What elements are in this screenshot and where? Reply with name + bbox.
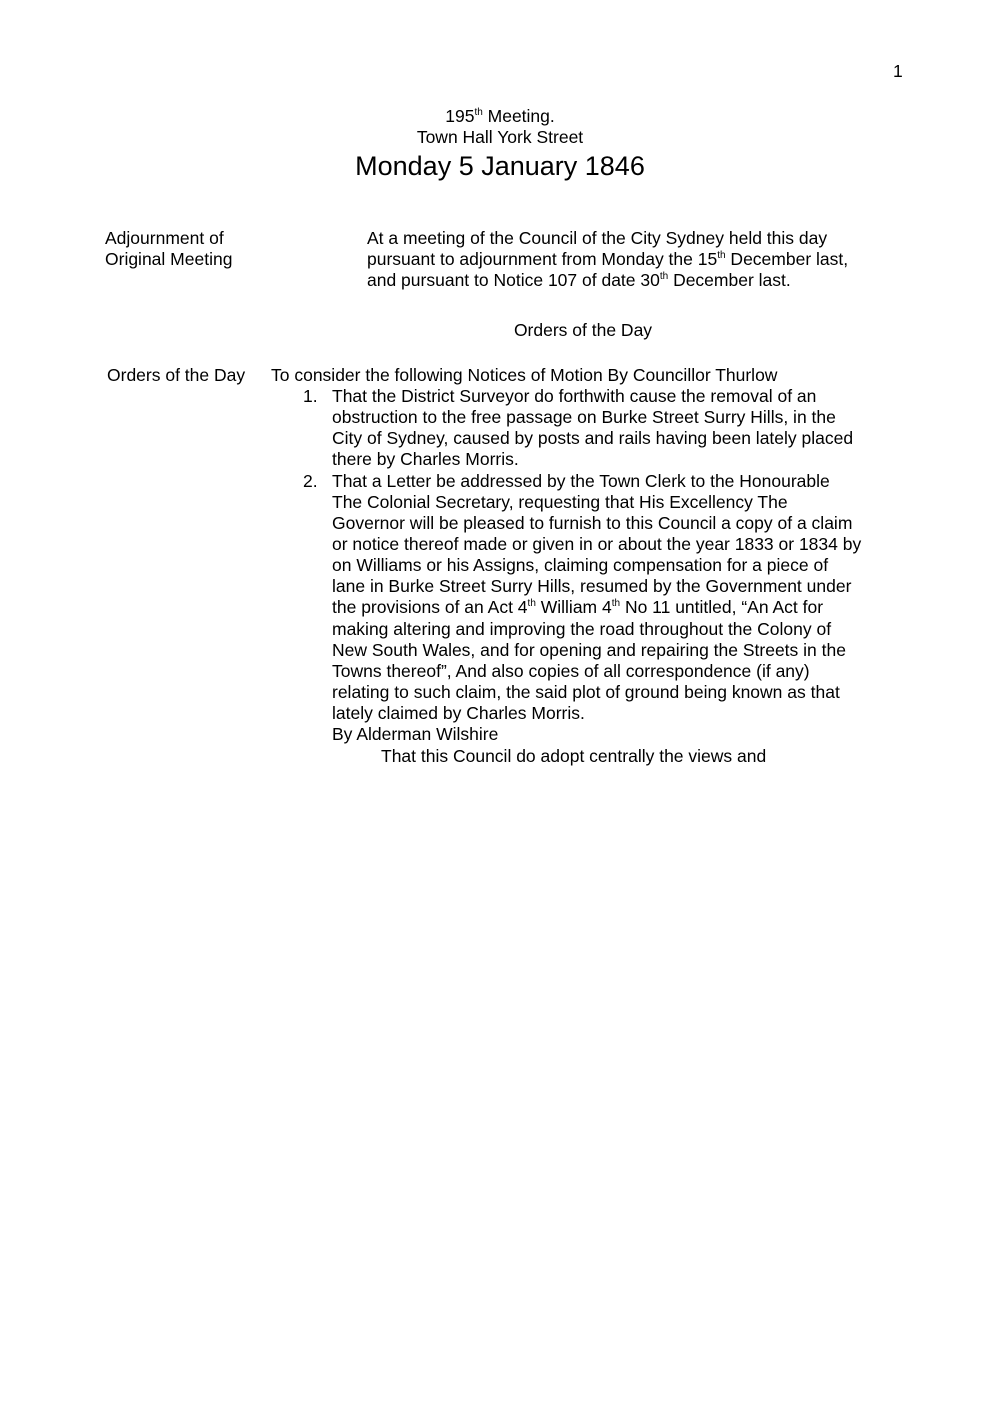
meeting-date: Monday 5 January 1846: [355, 151, 645, 181]
item-line: That the District Surveyor do forthwith cause the removal of an: [332, 386, 817, 406]
item-line: or notice thereof made or given in or about the year 1833 or 1834 by: [332, 534, 862, 554]
item-line: Towns thereof”, And also copies of all correspondence (if any): [332, 661, 810, 681]
adjournment-line: pursuant to adjournment from Monday the 15th December last,: [367, 249, 849, 269]
item-line: the provisions of an Act 4th William 4th No 11 untitled, “An Act for: [332, 597, 824, 617]
item-line: relating to such claim, the said plot of ground being known as that: [332, 682, 840, 702]
meeting-venue: Town Hall York Street: [416, 127, 584, 147]
item-line: on Williams or his Assigns, claiming compensation for a piece of: [332, 555, 829, 575]
page-number: 1: [893, 61, 903, 81]
margin-note-adjournment: Adjournment of: [105, 228, 224, 248]
item-line: obstruction to the free passage on Burke Street Surry Hills, in the: [332, 407, 836, 427]
mover-line: By Alderman Wilshire: [332, 724, 499, 744]
item-line: The Colonial Secretary, requesting that His Excellency The: [332, 492, 788, 512]
orders-intro: To consider the following Notices of Motion By Councillor Thurlow: [271, 365, 778, 385]
margin-note-original-meeting: Original Meeting: [105, 249, 233, 269]
item-line: lane in Burke Street Surry Hills, resumed by the Government under: [332, 576, 852, 596]
item-line: New South Wales, and for opening and repairing the Streets in the: [332, 640, 846, 660]
item-line: there by Charles Morris.: [332, 449, 519, 469]
meeting-number: 195th Meeting.: [445, 106, 555, 126]
orders-of-the-day-heading: Orders of the Day: [513, 320, 653, 340]
resolution-line: That this Council do adopt centrally the views and: [381, 746, 767, 766]
item-number: 1.: [303, 386, 318, 406]
adjournment-line: and pursuant to Notice 107 of date 30th December last.: [367, 270, 791, 290]
item-line: That a Letter be addressed by the Town Clerk to the Honourable: [332, 471, 830, 491]
item-number: 2.: [303, 471, 318, 491]
margin-note-orders: Orders of the Day: [107, 365, 246, 385]
adjournment-line: At a meeting of the Council of the City Sydney held this day: [367, 228, 828, 248]
item-line: Governor will be pleased to furnish to this Council a copy of a claim: [332, 513, 853, 533]
item-line: making altering and improving the road throughout the Colony of: [332, 619, 832, 639]
item-line: lately claimed by Charles Morris.: [332, 703, 585, 723]
item-line: City of Sydney, caused by posts and rails having been lately placed: [332, 428, 854, 448]
